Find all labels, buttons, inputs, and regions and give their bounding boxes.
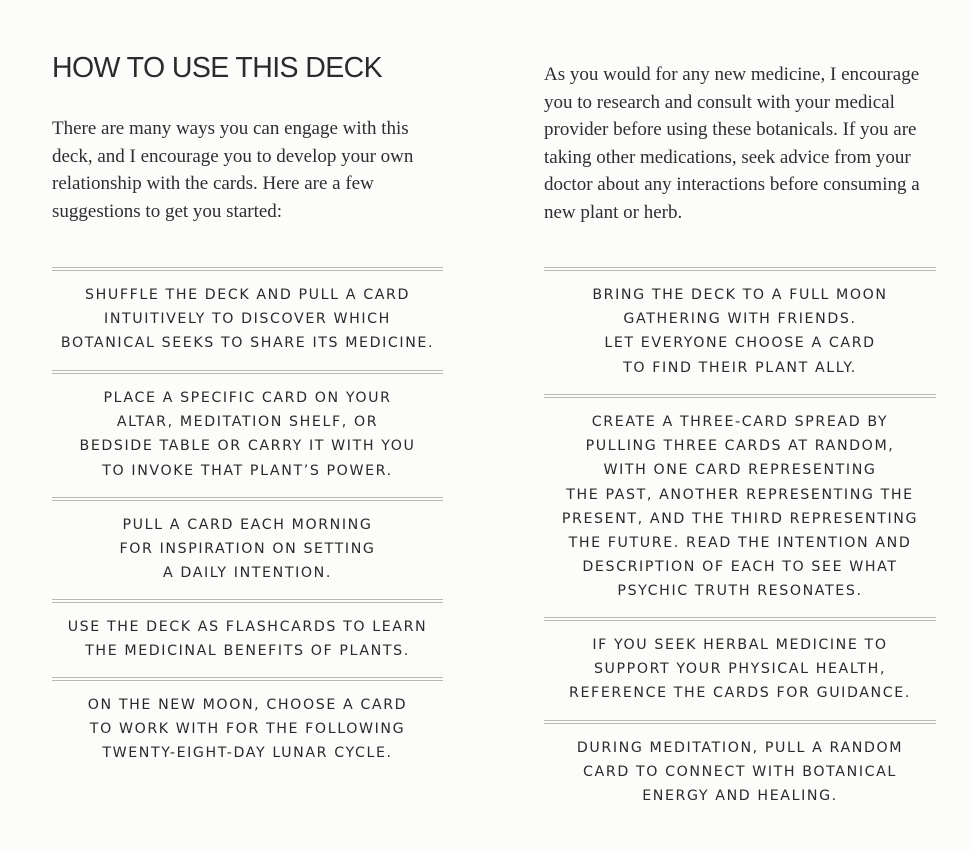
intro-paragraph: There are many ways you can engage with this deck, and I encourage you to develop your own relationship with the cards. Here are a few suggestions to get you started: bbox=[52, 118, 414, 222]
tip-text: SHUFFLE THE DECK AND PULL A CARD INTUITIVELY TO DISCOVER WHICH BOTANICAL SEEKS TO SHARE ITS MEDICINE. bbox=[60, 287, 435, 352]
tip-text: ON THE NEW MOON, CHOOSE A CARD TO WORK WITH FOR THE FOLLOWING TWENTY-EIGHT-DAY LUNAR CYCLE. bbox=[87, 697, 408, 762]
tip-text: DURING MEDITATION, PULL A RANDOM CARD TO CONNECT WITH BOTANICAL ENERGY AND HEALING. bbox=[576, 740, 904, 805]
tip-text: PULL A CARD EACH MORNING FOR INSPIRATION ON SETTING A DAILY INTENTION. bbox=[119, 517, 376, 582]
tip-text: PLACE A SPECIFIC CARD ON YOUR ALTAR, MEDITATION SHELF, OR BEDSIDE TABLE OR CARRY IT WITH YOU TO INVOKE THAT PLANT’S POWER. bbox=[79, 390, 416, 479]
tip-item bbox=[52, 497, 443, 586]
tip-item bbox=[544, 720, 936, 809]
medical-advice-paragraph: As you would for any new medicine, I encourage you to research and consult with your medical provider before using these botanicals. If you are taking other medications, seek advice from your doctor about any interactions before consuming a new plant or herb. bbox=[544, 64, 920, 223]
tip-text: CREATE A THREE-CARD SPREAD BY PULLING THREE CARDS AT RANDOM, WITH ONE CARD REPRESENTING THE PAST, ANOTHER REPRESENTING THE PRESENT, AND THE THIRD REPRESENTING THE FUTURE. READ THE INTENTION AND DESCRIPTION OF EACH TO SEE WHAT PSYCHIC TRUTH RESONATES. bbox=[561, 414, 919, 600]
tip-text: BRING THE DECK TO A FULL MOON GATHERING WITH FRIENDS. LET EVERYONE CHOOSE A CARD TO FIND THEIR PLANT ALLY. bbox=[592, 287, 888, 376]
page-title: HOW TO USE THIS DECK bbox=[52, 52, 383, 84]
tip-item bbox=[52, 267, 443, 356]
tip-item bbox=[52, 677, 443, 766]
tip-item bbox=[52, 370, 443, 483]
tip-text: IF YOU SEEK HERBAL MEDICINE TO SUPPORT YOUR PHYSICAL HEALTH, REFERENCE THE CARDS FOR GUIDANCE. bbox=[569, 637, 911, 702]
tip-item bbox=[52, 599, 443, 663]
tip-text: USE THE DECK AS FLASHCARDS TO LEARN THE MEDICINAL BENEFITS OF PLANTS. bbox=[67, 619, 428, 660]
tip-item bbox=[544, 394, 936, 604]
tip-item bbox=[544, 267, 936, 380]
tip-item bbox=[544, 617, 936, 706]
